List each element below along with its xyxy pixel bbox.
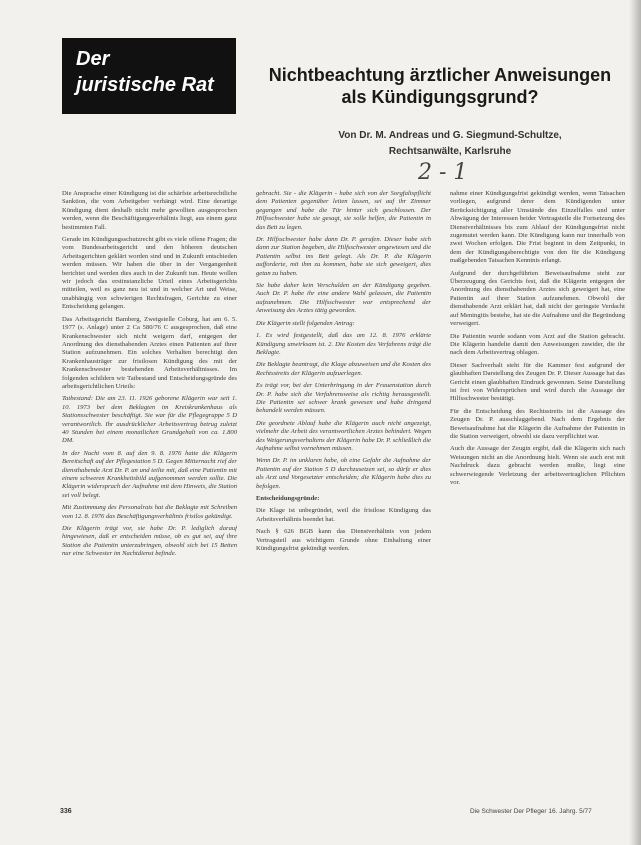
paragraph: Die Ansprache einer Kündigung ist die schärfste arbeitsrechtliche Sanktion, die vom Arbeitgeber verhängt wird. Eine derartige Kündigung dient deshalb nicht mehr gewollten ausgesprochen werden, wenn die Beschäftigungsverhältnis liegt, aus einem ganz bestimmten Fall. [62,190,237,231]
byline-role: Rechtsanwälte, Karlsruhe [388,146,512,157]
paragraph: Wenn Dr. P. im unklaren habe, ob eine Gefahr die Aufnahme der Patientin auf der Station 5 D durchzusetzen sei, so dürfe er dies als Arzt und Vorgesetzter entscheiden; die Klägerin habe dies zu befolgen. [256,457,431,490]
text-column-2 [256,190,431,790]
handwritten-annotation: 2 - 1 [418,160,468,185]
paragraph: Die Beklagte beantragt, die Klage abzuweisen und die Kosten des Rechtsstreits der Klägerin aufzuerlegen. [256,361,431,377]
text-column-3 [450,190,625,790]
page-number: 336 [60,808,72,815]
article-byline [300,128,600,160]
byline-authors: Von Dr. M. Andreas und G. Siegmund-Schultze, [338,130,562,141]
paragraph: In der Nacht vom 8. auf den 9. 8. 1976 hatte die Klägerin Bereitschaft auf der Pflegestation 5 D. Gegen Mitternacht rief der diensthabende Arzt Dr. P. an und teilte mit, daß eine Patientin mit einem schweren Krankheitsbild aufgenommen werden sollte. Die Klägerin widersprach der Aufnahme mit dem Hinweis, die Station sei voll belegt. [62,449,237,499]
paragraph: Für die Entscheidung des Rechtsstreits ist die Aussage des Zeugen Dr. P. ausschlaggebend. Nach dem Ergebnis der Beweisaufnahme hat die Klägerin die Aufnahme der Patientin in die Station verweigert, obwohl sie dazu verpflichtet war. [450,407,625,440]
paragraph: Dr. Hilfsschwester habe dann Dr. P. gerufen. Dieser habe sich dann zur Station begeben, die Hilfsschwester angewiesen und die Patientin selbst ins Bett gelegt. Als Dr. P. die Klägerin aufforderte, mit ihm zu kommen, habe sie sich geweigert, dies getan zu haben. [256,236,431,277]
paragraph: Auch die Aussage der Zeugin ergibt, daß die Klägerin sich nach Weisungen nicht an die Anordnung hielt. Wenn sie auch erst mit Nachdruck dazu gebracht werden mußte, liegt eine schwerwiegende Verletzung der arbeitsvertraglichen Pflichten vor. [450,445,625,486]
paragraph: 1. Es wird festgestellt, daß das am 12. 8. 1976 erklärte Kündigung unwirksam ist. 2. Die Kosten des Verfahrens trägt die Beklagte. [256,332,431,356]
paragraph: Mit Zustimmung des Personalrats hat die Beklagte mit Schreiben vom 12. 8. 1976 das Beschäftigungsverhältnis fristlos gekündigt. [62,504,237,520]
paragraph: Die Klage ist unbegründet, weil die fristlose Kündigung das Arbeitsverhältnis beendet hat. [256,507,431,523]
paragraph: Die geordnete Ablauf habe die Klägerin auch nicht angezeigt, vielmehr die Arbeit des verantwortlichen Arztes behindert. Wegen des Weigerungsverhaltens der Klägerin habe Dr. P. schließlich die Aufnahme selbst vornehmen müssen. [256,419,431,452]
section-heading: Entscheidungsgründe: [256,495,320,502]
headline-line-1: Nichtbeachtung ärztlicher Anweisungen [268,65,612,85]
badge-line-1: Der [76,48,110,70]
article-headline [250,64,630,108]
paragraph: Das Arbeitsgericht Bamberg, Zweigstelle Coburg, hat am 6. 5. 1977 (s. Anlage) unter 2 Ca 580/76 C ausgesprochen, daß eine Krankenschwester sich nicht weigern darf, entgegen der Anordnung des diensthabenden Arztes einen Patienten auf ihrer Station aufzunehmen. Ein solches Verhalten berechtigt den Krankenhausträger zur fristlosen Kündigung des mit der Krankenschwester bestehenden Arbeitsverhältnisses. Im folgenden schildern wir Tatbestand und Entscheidungsgründe des arbeitsgerichtlichen Urteils: [62,315,237,390]
paragraph: Sie habe daher kein Verschulden an der Kündigung gegeben. Auch Dr. P. habe ihr eine andere Wahl gelassen, die Patientin aufzunehmen. Die Hilfsschwester war entsprechend der Anweisung des Arztes tätig geworden. [256,282,431,315]
paragraph: Die Patientin wurde sodann vom Arzt auf die Station gebracht. Die Klägerin handelte damit den Anweisungen zuwider, die ihr nach dem Arbeitsvertrag oblagen. [450,332,625,357]
paragraph: Nach § 626 BGB kann das Dienstverhältnis von jedem Vertragsteil aus wichtigem Grunde ohne Einhaltung einer Kündigungsfrist gekündigt werden. [256,528,431,553]
badge-line-2: juristische Rat [76,74,214,96]
paragraph: gebracht. Sie - die Klägerin - habe sich von der Sorgfaltspflicht dem Patienten gegenüber leiten lassen, sei auf ihr Zimmer gegangen und habe die Tür hinter sich geschlossen. Der Hilfsschwester habe sie gesagt, sie solle helfen, die Patientin in das Bett zu legen. [256,190,431,231]
paragraph: Tatbestand: Die am 23. 11. 1926 geborene Klägerin war seit 1. 10. 1973 bei dem Beklagten im Kreiskrankenhaus als Stationsschwester beschäftigt. Sie war für die Pflegegruppe 5 D verantwortlich. Ihr ausdrücklicher Arbeitsvertrag betrug zuletzt 40 Stunden bei einem monatlichen Grundgehalt von ca. 1.800 DM. [62,395,237,445]
paragraph: Gerade im Kündigungsschutzrecht gibt es viele offene Fragen; die vom Bundesarbeitsgericht und den höheren deutschen Arbeitsgerichten geklärt worden sind und in Zukunft entschieden werden müssen. Wir haben die über in der Vergangenheit berichtet und werden dies auch in der Zukunft tun. Heute wollen wir jedoch das erstinstanzliche Urteil eines Arbeitsgerichts mitteilen, weil es ganz neu ist und in welcher Art und Weise, unabhängig von schwierigen Rechtsfragen, Gerichte zu einer Entscheidung gelangen. [62,236,237,311]
text-column-1 [62,190,237,790]
paragraph: Die Klägerin stellt folgenden Antrag: [256,319,355,327]
headline-line-2: als Kündigungsgrund? [341,87,539,107]
paragraph: Aufgrund der durchgeführten Beweisaufnahme steht zur Überzeugung des Gerichts fest, daß die Klägerin entgegen der Anordnung des diensthabenden Arztes sich geweigert hat, eine Patientin auf ihrer Station aufzunehmen. Obwohl der diensthabende Arzt erklärt hat, daß nicht der geringste Verdacht auf Meningitis bestehe, hat sie die Aufnahme und die Begründung verweigert. [450,269,625,328]
page-edge-shadow [629,0,641,845]
paragraph: Es trägt vor, bei der Unterbringung in der Frauenstation durch Dr. P. habe sich die Verfahrensweise als richtig herausgestellt. Die Patientin sei schwer krank gewesen und habe dringend behandelt werden müssen. [256,382,431,415]
section-badge [62,38,236,114]
paragraph: Die Klägerin trägt vor, sie habe Dr. P. lediglich darauf hingewiesen, daß er entscheiden müsse, ob es gut sei, auf ihre Station die Patientin unterzubringen, obwohl sich bei 15 Betten nur eine Schwester im Nachtdienst befinde. [62,525,237,558]
paragraph: Dieser Sachverhalt steht für die Kammer fest aufgrund der glaubhaften Darstellung des Zeugen Dr. P. Dieser Aussage hat das Gericht einen glaubhaften Eindruck gewonnen. Seine Darstellung ist frei von Widersprüchen und wird durch die Aussage der Hilfsschwester bestätigt. [450,361,625,403]
publication-footer: Die Schwester Der Pfleger 16. Jahrg. 5/77 [470,808,592,815]
paragraph: nahme einer Kündigungsfrist gekündigt werden, wenn Tatsachen vorliegen, aufgrund derer dem Kündigenden unter Berücksichtigung aller Umstände des Einzelfalles und unter Abwägung der Interessen beider Vertragsteile die Fortsetzung des Dienstverhältnisses bis zum Ablauf der Kündigungsfrist nicht zugemutet werden kann. Die Kündigung kann nur innerhalb von zwei Wochen erfolgen. Die Frist beginnt in dem Zeitpunkt, in dem der Kündigungsberechtigte von den für die Kündigung maßgebenden Tatsachen Kenntnis erlangt. [450,190,625,265]
